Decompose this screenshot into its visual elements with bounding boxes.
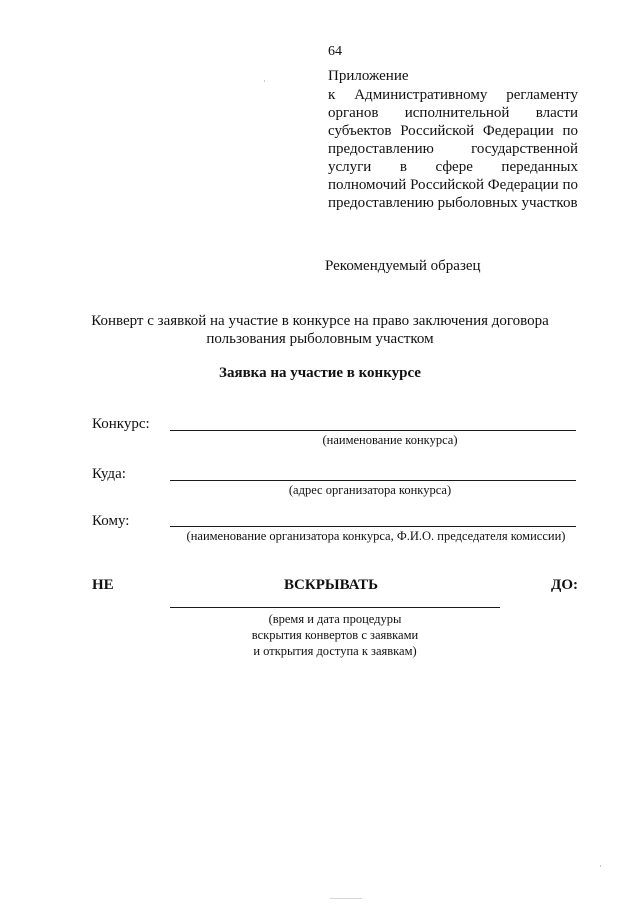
application-heading: Заявка на участие в конкурсе bbox=[219, 365, 421, 381]
page-number: 64 bbox=[328, 44, 342, 59]
opening-deadline-hint-line-1: (время и дата процедуры bbox=[268, 612, 402, 626]
scan-speck bbox=[264, 80, 265, 82]
appendix-title: Приложение bbox=[328, 68, 409, 84]
contest-field-hint: (наименование конкурса) bbox=[322, 433, 458, 447]
envelope-heading bbox=[60, 312, 580, 348]
contest-field-label: Конкурс: bbox=[92, 416, 150, 432]
scan-speck bbox=[600, 865, 601, 867]
recipient-field-hint: (наименование организатора конкурса, Ф.И.О. председателя комиссии) bbox=[186, 529, 566, 543]
opening-deadline-line[interactable] bbox=[170, 607, 500, 608]
appendix-body: к Административному регламенту органов исполнительной власти субъектов Российской Федерации по предоставлению государственной услуги в сфере переданных полномочий Российской Федерации по предоставлению рыболовных участков bbox=[328, 87, 578, 211]
scan-speck bbox=[330, 898, 362, 899]
opening-deadline-hint-line-2: вскрытия конвертов с заявками bbox=[251, 628, 419, 642]
do-not-label: НЕ bbox=[92, 577, 114, 593]
destination-field-line[interactable] bbox=[170, 480, 576, 481]
open-label: ВСКРЫВАТЬ bbox=[284, 577, 379, 593]
opening-deadline-hint-line-3: и открытия доступа к заявкам) bbox=[253, 644, 417, 658]
destination-field-hint: (адрес организатора конкурса) bbox=[288, 483, 452, 497]
opening-deadline-hint bbox=[185, 611, 485, 659]
destination-field-label: Куда: bbox=[92, 466, 126, 482]
recommended-sample-label: Рекомендуемый образец bbox=[325, 258, 481, 274]
contest-field-line[interactable] bbox=[170, 430, 576, 431]
recipient-field-label: Кому: bbox=[92, 513, 130, 529]
until-label: ДО: bbox=[551, 577, 578, 593]
recipient-field-line[interactable] bbox=[170, 526, 576, 527]
envelope-heading-line-1: Конверт с заявкой на участие в конкурсе на право заключения договора bbox=[91, 313, 549, 329]
envelope-heading-line-2: пользования рыболовным участком bbox=[206, 331, 434, 347]
